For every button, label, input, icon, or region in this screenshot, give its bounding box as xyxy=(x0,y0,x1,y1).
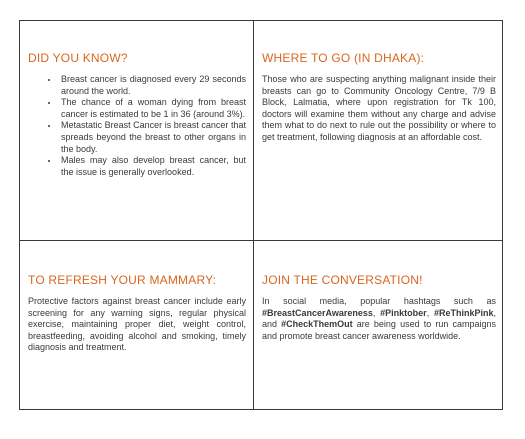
refresh-panel xyxy=(20,241,253,409)
hashtag: #Pinktober xyxy=(380,307,427,318)
list-item: • Breast cancer is diagnosed every 29 seconds around the world. xyxy=(59,74,246,97)
join-intro: In social media, popular hashtags such as xyxy=(262,296,496,306)
where-to-go-panel xyxy=(254,21,502,240)
separator: , xyxy=(426,307,434,318)
hashtag: #CheckThemOut xyxy=(281,319,353,330)
join-body xyxy=(262,296,496,342)
facts-list xyxy=(28,74,246,178)
did-you-know-panel xyxy=(20,21,253,240)
info-grid xyxy=(19,20,503,410)
list-item: • Metastatic Breast Cancer is breast cancer that spreads beyond the breast to other organs in the body. xyxy=(59,120,246,155)
hashtag: #ReThinkPink xyxy=(433,307,494,318)
join-title: JOIN THE CONVERSATION! xyxy=(262,273,423,287)
list-item: • The chance of a woman dying from breast cancer is estimated to be 1 in 36 (around 3%). xyxy=(59,97,246,120)
where-to-go-body: Those who are suspecting anything malignant inside their breasts can go to Community Oncology Centre, 7/9 B Block, Lalmatia, where upon registration for Tk 100, doctors will examine them without any charge and advise them what to do next to rule out the possibility or where to get treatment, following diagnosis at an affordable cost. xyxy=(262,74,496,142)
where-to-go-title: WHERE TO GO (IN DHAKA): xyxy=(262,51,425,65)
refresh-title: TO REFRESH YOUR MAMMARY: xyxy=(28,273,217,287)
separator: , and xyxy=(262,307,496,330)
refresh-body: Protective factors against breast cancer include early screening for any warning signs, regular physical exercise, maintaining proper diet, weight control, breastfeeding, avoiding alcohol and smoking, timely diagnosis and treatment. xyxy=(28,296,246,353)
separator: , xyxy=(372,307,381,318)
list-item: • Males may also develop breast cancer, but the issue is generally overlooked. xyxy=(59,155,246,178)
join-outro: are being used to run campaigns and promote breast cancer awareness worldwide. xyxy=(262,319,496,341)
hashtag: #BreastCancerAwareness xyxy=(262,307,373,318)
join-panel xyxy=(254,241,502,409)
did-you-know-title: DID YOU KNOW? xyxy=(28,51,128,65)
